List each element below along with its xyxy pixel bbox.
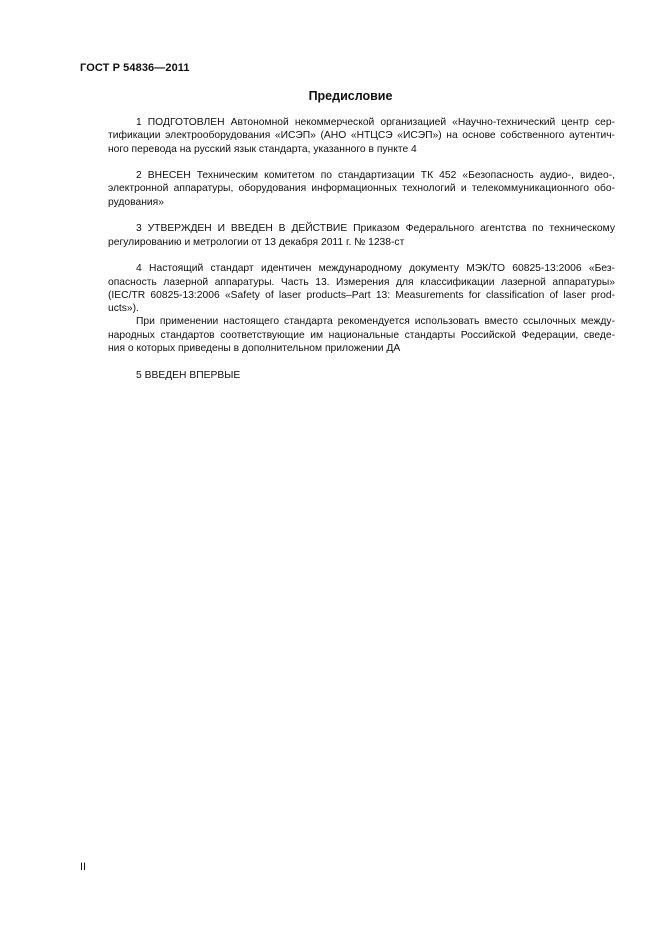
text-line: (IEC/TR 60825-13:2006 «Safety of laser products–Part 13: Measurements for classification of laser prod- <box>108 289 615 301</box>
text-line: народных стандартов соответствующие им национальные стандарты Российской Федерации, сведе- <box>108 329 615 341</box>
page-number: II <box>80 861 87 873</box>
text-line: 3 УТВЕРЖДЕН И ВВЕДЕН В ДЕЙСТВИЕ Приказом Федерального агентства по техническому <box>136 223 615 235</box>
text-line: При применении настоящего стандарта рекомендуется использовать вместо ссылочных между- <box>136 316 615 328</box>
text-line: рудования» <box>108 196 164 208</box>
foreword-body <box>80 116 615 395</box>
text-line: 5 ВВЕДЕН ВПЕРВЫЕ <box>136 369 241 381</box>
standard-code-header: ГОСТ Р 54836—2011 <box>80 62 190 74</box>
paragraph-application-note <box>80 315 615 355</box>
page-title: Предисловие <box>308 89 393 103</box>
text-line: ucts»). <box>108 303 139 315</box>
text-line: опасность лазерной аппаратуры. Часть 13. Измерения для классификации лазерной аппаратуры» <box>108 276 615 288</box>
text-line: 1 ПОДГОТОВЛЕН Автономной некоммерческой организацией «Научно-технический центр сер- <box>136 117 615 128</box>
paragraph-approved <box>80 222 615 249</box>
paragraph-identical-standard <box>80 262 615 315</box>
paragraph-prepared-by <box>80 116 615 156</box>
text-line: тификации электрооборудования «ИСЭП» (АНО «НТЦСЭ «ИСЭП») на основе собственного аутентич- <box>108 130 615 142</box>
text-line: 4 Настоящий стандарт идентичен международному документу МЭК/ТО 60825-13:2006 «Без- <box>136 263 615 275</box>
text-line: ния о которых приведены в дополнительном приложении ДА <box>108 343 401 355</box>
text-line: 2 ВНЕСЕН Техническим комитетом по стандартизации ТК 452 «Безопасность аудио-, видео-, <box>136 170 615 182</box>
text-line: электронной аппаратуры, оборудования информационных технологий и телекоммуникационного обо- <box>108 183 615 195</box>
text-line: ного перевода на русский язык стандарта, указанного в пункте 4 <box>108 143 417 155</box>
text-line: регулированию и метрологии от 13 декабря 2011 г. № 1238-ст <box>108 236 405 248</box>
paragraph-introduced-first <box>80 369 615 382</box>
paragraph-submitted-by <box>80 169 615 209</box>
